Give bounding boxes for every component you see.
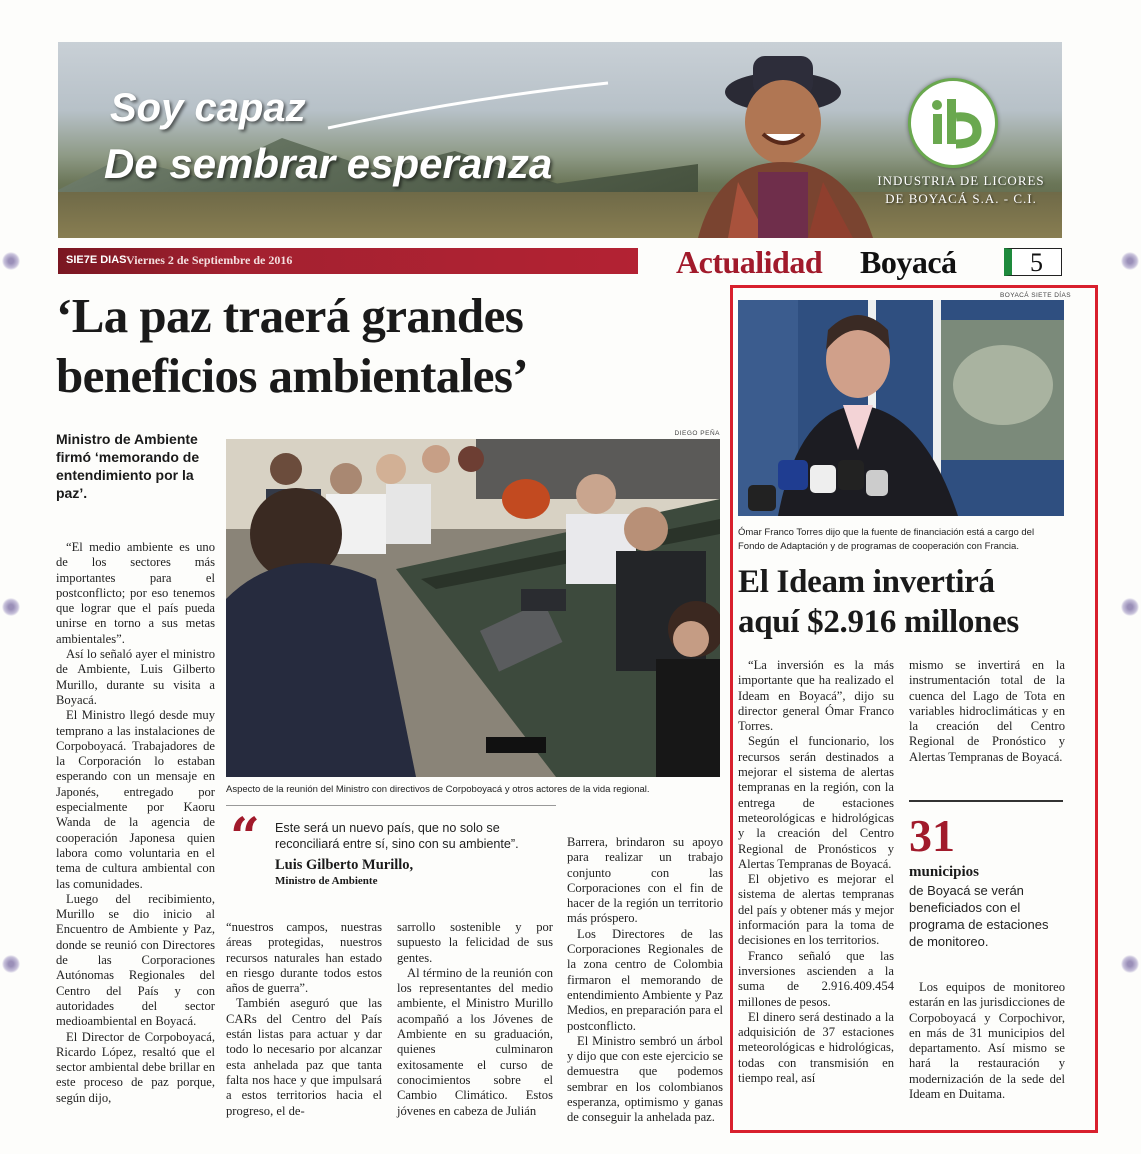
ilb-logo — [908, 78, 998, 168]
main-article-column-2 — [226, 920, 382, 1119]
paragraph: El Ministro sembró un árbol y dijo que con este ejercicio se demuestra que podemos sembrar en los colombianos esperanza, optimismo y ganas de conseguir la anhelada paz. — [567, 1033, 723, 1125]
paragraph: Luego del recibimiento, Murillo se dio inicio al Encuentro de Ambiente y Paz, donde se reunió con Directores de las Corporaciones Autónomas Regionales del Centro del País y con autoridades del sector medioambiental en Boyacá. — [56, 891, 215, 1029]
main-headline-line1: ‘La paz traerá grandes — [56, 288, 524, 343]
banner-swoosh — [318, 78, 618, 138]
paragraph: También aseguró que las CARs del Centro del País están listas para actuar y dar todo lo necesario por alcanzar esta anhelada paz que tanta falta nos hace y que impulsará a estos territorios hacia el progreso, el de- — [226, 996, 382, 1118]
stat-divider — [909, 800, 1063, 802]
punch-hole — [1121, 598, 1139, 616]
publication-name: SIE7E DIAS — [66, 254, 127, 266]
side-headline-line2: aquí $2.916 millones — [738, 604, 1019, 640]
side-photo-caption: Ómar Franco Torres dijo que la fuente de financiación está a cargo del Fondo de Adaptación y de programas de cooperación con Francia. — [738, 527, 1035, 552]
paragraph: El Director de Corpoboyacá, Ricardo López, resaltó que el sector ambiental debe brillar en este proceso de paz porque, según dijo, — [56, 1029, 215, 1105]
director-photo — [738, 300, 1064, 516]
banner-brand-line2: DE BOYACÁ S.A. - C.I. — [885, 191, 1037, 206]
side-headline — [738, 562, 1068, 642]
page-number: 5 — [1004, 248, 1062, 276]
paragraph: Franco señaló que las inversiones ascienden a la suma de 2.916.409.454 millones de pesos. — [738, 948, 894, 1009]
punch-hole — [1121, 955, 1139, 973]
meeting-photo — [226, 439, 720, 777]
banner-brand-line1: INDUSTRIA DE LICORES — [877, 173, 1045, 188]
paragraph: Así lo señaló ayer el ministro de Ambiente, Luis Gilberto Murillo, durante su visita a Boyacá. — [56, 647, 215, 707]
paragraph: Barrera, brindaron su apoyo para realizar un trabajo conjunto con las Corporaciones con el fin de hacer de la región un territorio más próspero. — [567, 835, 723, 926]
punch-hole — [2, 598, 20, 616]
main-article-column-1 — [56, 540, 215, 1106]
paragraph: Al término de la reunión con los representantes del medio ambiente, el Ministro Murillo acompañó a los Jóvenes de Ambiente en su graduación, quienes culminaron exitosamente el curso de conocimientos sobre el Cambio Climático. Estos jóvenes en cabeza de Julián — [397, 965, 553, 1118]
banner-child-photo — [658, 42, 908, 238]
banner-slogan-line1: Soy capaz — [110, 86, 306, 130]
stat-number: 31 — [909, 810, 955, 861]
paragraph: “La inversión es la más importante que ha realizado el Ideam en Boyacá”, dijo su director general Ómar Franco Torres. — [738, 658, 894, 734]
paragraph: El dinero será destinado a la adquisición de 37 estaciones meteorológicas e hidrológicas, todas con transmisión en tiempo real, así — [738, 1009, 894, 1086]
quote-mark-icon: “ — [230, 807, 260, 868]
paragraph: sarrollo sostenible y por supuesto la felicidad de sus gentes. — [397, 920, 553, 965]
main-article-column-3 — [397, 920, 553, 1119]
punch-hole — [1121, 252, 1139, 270]
main-article-column-4 — [567, 835, 723, 1126]
side-headline-line1: El Ideam invertirá — [738, 564, 995, 600]
paragraph: mismo se invertirá en la instrumentación total de la cuenca del Lago de Tota en variables hidroclimáticas y en la creación del Centro Regional de Pronóstico y Alertas Tempranas de Boyacá. — [909, 658, 1065, 764]
paragraph: El objetivo es mejorar el sistema de alertas tempranas del país y obtener más y mejor información para la toma de decisiones en los territorios. — [738, 872, 894, 948]
banner-brand-name — [876, 172, 1046, 208]
quote-author-role: Ministro de Ambiente — [275, 875, 378, 887]
stat-description: de Boyacá se verán beneficiados con el programa de estaciones de monitoreo. — [909, 883, 1049, 949]
paragraph: El Ministro llegó desde muy temprano a las instalaciones de Corpoboyacá. Trabajadores de la Corporación lo estaban esperando con un mensaje en Japonés, entregado por especialmente por Kaoru Wanda de la agencia de cooperación Japonesa quien labora como voluntaria en el tema de cultura ambiental con las comunidades. — [56, 708, 215, 891]
issue-date: Viernes 2 de Septiembre de 2016 — [126, 253, 293, 267]
side-article-column-2 — [909, 658, 1065, 765]
side-article-column-1 — [738, 658, 894, 1086]
quote-author: Luis Gilberto Murillo, — [275, 857, 414, 873]
side-article-column-3 — [909, 980, 1065, 1102]
section-title-boyaca: Boyacá — [860, 244, 957, 280]
paragraph: Los equipos de monitoreo estarán en las jurisdicciones de Corpoboyacá y Corpochivor, en más de 31 municipios del departamento. Así mismo se hará la restauración y modernización de la sede del Ideam en Duitama. — [909, 980, 1065, 1102]
pull-quote: Este será un nuevo país, que no solo se reconciliará entre sí, sino con su ambiente”. — [275, 821, 519, 851]
banner-slogan-line2: De sembrar esperanza — [104, 140, 553, 187]
stat-label: municipios — [909, 864, 980, 880]
paragraph: “El medio ambiente es uno de los sectores más importantes para el postconflicto; por eso tenemos que lograr que el país pueda unirse en torno a sus metas ambientales”. — [56, 540, 215, 646]
main-photo-caption: Aspecto de la reunión del Ministro con directivos de Corpoboyacá y otros actores de la vida regional. — [226, 784, 650, 795]
main-headline — [56, 286, 721, 406]
banner-ad — [58, 42, 1062, 238]
section-strip — [58, 248, 638, 274]
paragraph: “nuestros campos, nuestras áreas protegidas, nuestros recursos naturales han estado en riesgo durante todos estos años de guerra”. — [226, 920, 382, 996]
article-deck: Ministro de Ambiente firmó ‘memorando de entendimiento por la paz’. — [56, 431, 200, 501]
paragraph: Los Directores de las Corporaciones Regionales de la zona centro de Colombia firmaron el memorando de entendimiento Ambiente y Paz Medios, en preparación para el postconflicto. — [567, 926, 723, 1033]
main-photo-credit: DIEGO PEÑA — [674, 430, 720, 437]
quote-divider — [226, 805, 556, 806]
main-headline-line2: beneficios ambientales’ — [56, 348, 529, 403]
paragraph: Según el funcionario, los recursos serán destinados a mejorar el sistema de alertas tempranas en la región, con la entrega de estaciones meteorológicas e hidrológicas y la creación del Centro Regional de Pronósticos y Alertas Tempranas de Boyacá. — [738, 734, 894, 871]
punch-hole — [2, 955, 20, 973]
section-title-actualidad: Actualidad — [676, 244, 823, 280]
punch-hole — [2, 252, 20, 270]
side-photo-credit: BOYACÁ SIETE DÍAS — [1000, 292, 1071, 299]
